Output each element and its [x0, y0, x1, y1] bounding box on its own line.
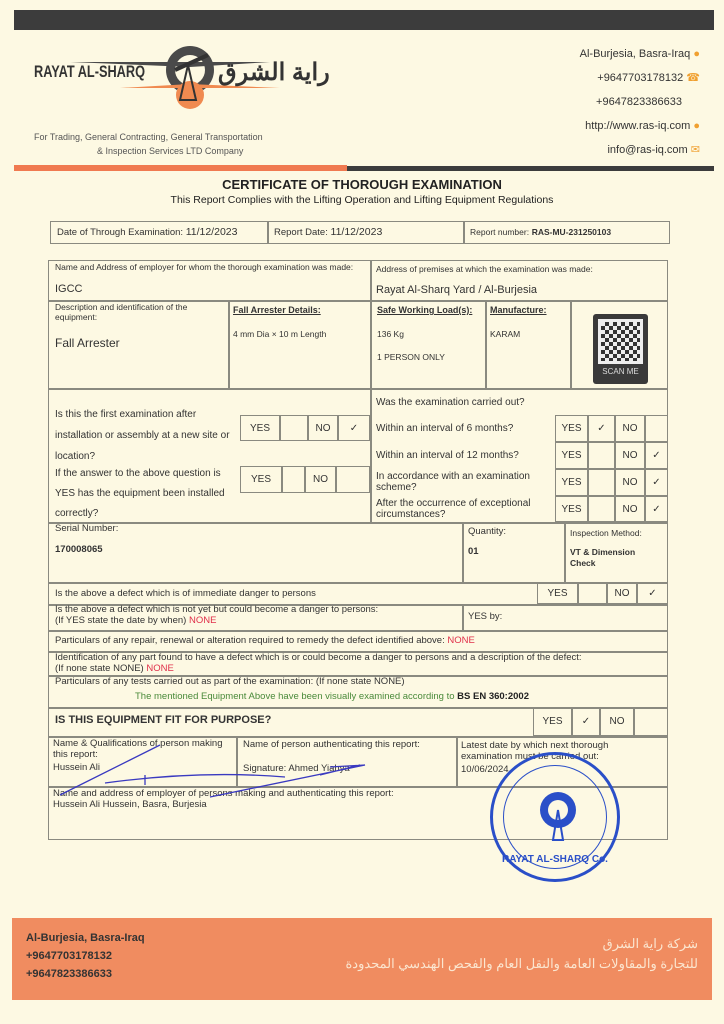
- scheme-yes[interactable]: YES: [555, 469, 588, 496]
- stamp-text: RAYAT AL-SHARQ Co.: [502, 854, 608, 865]
- yes-by-label: YES by:: [468, 611, 503, 622]
- info-divider: [463, 221, 465, 244]
- interval-12-no[interactable]: NO: [615, 442, 645, 469]
- divider-orange: [14, 165, 347, 171]
- swl-note: 1 PERSON ONLY: [377, 352, 445, 362]
- scheme-no-check[interactable]: ✓: [645, 469, 668, 496]
- exceptional-no-check[interactable]: ✓: [645, 496, 668, 522]
- defect-yes[interactable]: YES: [537, 582, 578, 604]
- interval-12-yes-box[interactable]: [588, 442, 615, 469]
- website[interactable]: http://www.ras-iq.com: [585, 120, 691, 132]
- address: Al-Burjesia, Basra-Iraq: [579, 48, 691, 60]
- footer-arabic-1: شركة راية الشرق: [602, 936, 698, 951]
- q1-yes-box[interactable]: [280, 415, 308, 441]
- footer-band: [12, 918, 712, 1000]
- swl-value: 136 Kg: [377, 329, 404, 339]
- repair-value: NONE: [447, 635, 475, 646]
- qr-code[interactable]: [593, 314, 648, 384]
- auth-label: Name of person authenticating this report:: [243, 739, 420, 750]
- interval-6-no-box[interactable]: [645, 415, 668, 442]
- mail-icon: ✉: [690, 144, 700, 156]
- maker-name: Hussein Ali: [53, 762, 100, 773]
- globe-icon: ●: [693, 120, 700, 132]
- equipment-desc-label: Description and identification of the equipment:: [55, 302, 188, 322]
- defect-yes-box[interactable]: [578, 582, 607, 604]
- scheme-question: In accordance with an examination scheme?: [376, 471, 530, 493]
- premises-label: Address of premises at which the examination was made:: [376, 264, 593, 274]
- q2-no-box[interactable]: [336, 466, 370, 493]
- phone-icon: ☎: [686, 72, 700, 84]
- method-value: VT & Dimension Check: [570, 547, 636, 568]
- interval-6-yes[interactable]: YES: [555, 415, 588, 442]
- defect-no[interactable]: NO: [607, 582, 637, 604]
- installed-question: If the answer to the above question is YES has the equipment been installed correctly?: [55, 468, 225, 519]
- premises-value: Rayat Al-Sharq Yard / Al-Burjesia: [376, 284, 538, 296]
- carried-out-label: Was the examination carried out?: [376, 397, 525, 408]
- phone-1: +9647703178132: [597, 72, 684, 84]
- swl-label: Safe Working Load(s):: [377, 305, 473, 315]
- employer-persons-label: Name and address of employer of persons making and authenticating this report:: [53, 788, 394, 799]
- info-divider: [267, 221, 269, 244]
- scheme-no[interactable]: NO: [615, 469, 645, 496]
- tagline-1: For Trading, General Contracting, General Transportation: [34, 132, 263, 142]
- email[interactable]: info@ras-iq.com: [607, 144, 688, 156]
- qr-label: SCAN ME: [602, 367, 639, 376]
- footer-address: Al-Burjesia, Basra-Iraq: [26, 932, 145, 944]
- employer-persons-value: Hussein Ali Hussein, Basra, Burjesia: [53, 799, 207, 810]
- q1-no-check[interactable]: ✓: [338, 415, 370, 441]
- defect-immediate-question: Is the above a defect which is of immediate danger to persons: [55, 588, 316, 599]
- exceptional-question: After the occurrence of exceptional circumstances?: [376, 498, 531, 520]
- q1-no[interactable]: NO: [308, 415, 338, 441]
- details-value: 4 mm Dia × 10 m Length: [233, 329, 327, 339]
- repair-question: Particulars of any repair, renewal or alteration required to remedy the defect identified above: NONE: [55, 635, 475, 646]
- report-number: Report number: RAS-MU-231250103: [470, 227, 612, 237]
- q2-yes-box[interactable]: [282, 466, 305, 493]
- fit-no[interactable]: NO: [600, 707, 634, 736]
- defect-no-check[interactable]: ✓: [637, 582, 668, 604]
- footer-arabic-2: للتجارة والمقاولات العامة والنقل العام والفحص الهندسي المحدودة: [345, 956, 698, 971]
- qr-pattern-icon: [598, 319, 643, 364]
- employer-label: Name and Address of employer for whom the thorough examination was made:: [55, 262, 354, 272]
- part-defect-value: NONE: [146, 663, 174, 674]
- quantity-value: 01: [468, 546, 479, 557]
- manufacture-value: KARAM: [490, 329, 521, 339]
- tests-standard: BS EN 360:2002: [457, 691, 529, 702]
- company-name-ar: راية الشرق: [218, 59, 330, 86]
- q2-no[interactable]: NO: [305, 466, 336, 493]
- footer-phone-1: +9647703178132: [26, 950, 112, 962]
- page-title: CERTIFICATE OF THOROUGH EXAMINATION: [222, 177, 502, 192]
- fit-question: IS THIS EQUIPMENT FIT FOR PURPOSE?: [55, 714, 272, 726]
- next-exam-label: Latest date by which next thorough examination must be carried out:: [461, 740, 609, 762]
- fit-yes[interactable]: YES: [533, 707, 572, 736]
- part-defect-question: Identification of any part found to have a defect which is or could become a danger to persons and a description of the defect: (If none state NONE) NONE: [55, 652, 582, 674]
- contact-block: [580, 42, 700, 162]
- serial-value: 170008065: [55, 544, 103, 555]
- interval-6-yes-check[interactable]: ✓: [588, 415, 615, 442]
- details-label: Fall Arrester Details:: [233, 305, 321, 315]
- defect-future-value: NONE: [188, 615, 217, 626]
- tests-value: The mentioned Equipment Above have been visually examined according to BS EN 360:2002: [135, 691, 529, 702]
- exceptional-no[interactable]: NO: [615, 496, 645, 522]
- interval-12-question: Within an interval of 12 months?: [376, 450, 519, 461]
- serial-label: Serial Number:: [55, 523, 119, 534]
- defect-future-question: Is the above a defect which is not yet but could become a danger to persons: (If YES state the date by when) NONE: [55, 604, 379, 626]
- employer-value: IGCC: [55, 283, 83, 295]
- interval-6-no[interactable]: NO: [615, 415, 645, 442]
- manufacture-label: Manufacture:: [490, 305, 547, 315]
- location-icon: ●: [693, 48, 700, 60]
- phone-2: +9647823386633: [596, 96, 682, 108]
- method-label: Inspection Method:: [570, 528, 642, 538]
- logo: [30, 40, 330, 140]
- page-subtitle: This Report Complies with the Lifting Operation and Lifting Equipment Regulations: [170, 194, 554, 206]
- scheme-yes-box[interactable]: [588, 469, 615, 496]
- equipment-desc: Fall Arrester: [55, 336, 120, 350]
- tagline-2: & Inspection Services LTD Company: [97, 146, 244, 156]
- report-date: Report Date: 11/12/2023: [274, 226, 383, 238]
- company-stamp: [490, 752, 620, 882]
- signature-scribbles: [40, 735, 400, 805]
- exam-date: Date of Through Examination: 11/12/2023: [57, 226, 238, 238]
- footer-phone-2: +9647823386633: [26, 968, 112, 980]
- auth-signature: Signature: Ahmed Yiahya: [243, 763, 350, 774]
- company-name: RAYAT AL-SHARQ: [34, 62, 145, 81]
- interval-12-yes[interactable]: YES: [555, 442, 588, 469]
- quantity-label: Quantity:: [468, 526, 507, 537]
- top-bar: [14, 10, 714, 30]
- fit-no-box[interactable]: [634, 707, 668, 736]
- divider-dark: [347, 166, 714, 171]
- maker-label: Name & Qualifications of person making this report:: [53, 738, 223, 760]
- exceptional-yes[interactable]: YES: [555, 496, 588, 522]
- q2-yes[interactable]: YES: [240, 466, 282, 493]
- first-exam-question: Is this the first examination after installation or assembly at a new site or location?: [55, 409, 230, 462]
- tests-question: Particulars of any tests carried out as part of the examination: (If none state NONE): [55, 676, 405, 687]
- interval-12-no-check[interactable]: ✓: [645, 442, 668, 469]
- exceptional-yes-box[interactable]: [588, 496, 615, 522]
- q1-yes[interactable]: YES: [240, 415, 280, 441]
- next-exam-date: 10/06/2024: [461, 764, 509, 775]
- interval-6-question: Within an interval of 6 months?: [376, 423, 514, 434]
- fit-yes-check[interactable]: ✓: [572, 707, 600, 736]
